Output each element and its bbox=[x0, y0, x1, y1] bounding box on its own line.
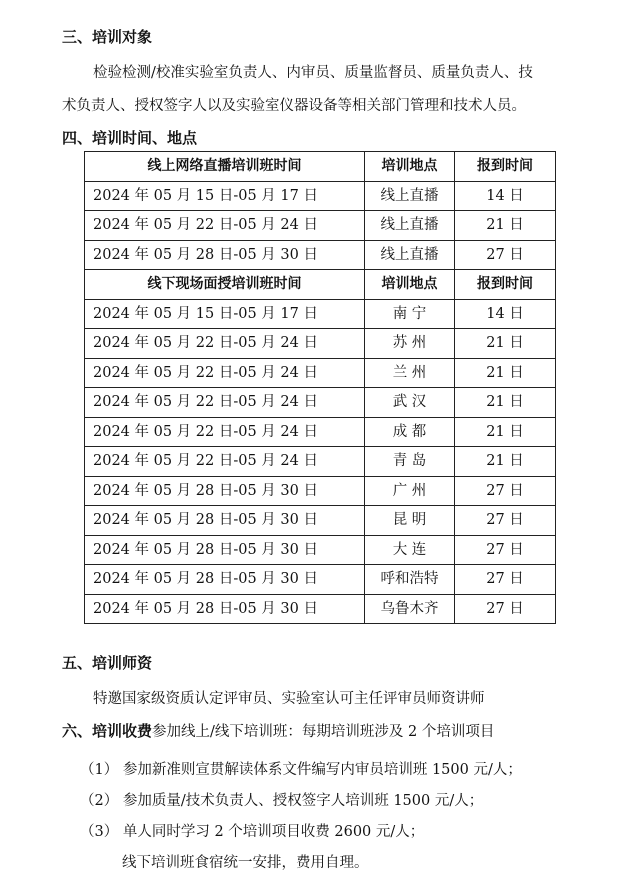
cell-3: 27 日 bbox=[455, 594, 556, 624]
offline-header-row bbox=[85, 270, 556, 300]
cell-2: 昆 明 bbox=[365, 506, 455, 536]
header-cell-1: 线下现场面授培训班时间 bbox=[85, 270, 365, 300]
cell-1: 2024 年 05 月 28 日-05 月 30 日 bbox=[85, 565, 365, 595]
cell-1: 2024 年 05 月 15 日-05 月 17 日 bbox=[85, 299, 365, 329]
fee-item-3: （3） 单人同时学习 2 个培训项目收费 2600 元/人； bbox=[80, 824, 425, 840]
cell-3: 27 日 bbox=[455, 240, 556, 270]
offline-row bbox=[85, 447, 556, 477]
online-header-row bbox=[85, 152, 556, 182]
cell-2: 呼和浩特 bbox=[365, 565, 455, 595]
cell-1: 2024 年 05 月 15 日-05 月 17 日 bbox=[85, 181, 365, 211]
cell-1: 2024 年 05 月 28 日-05 月 30 日 bbox=[85, 476, 365, 506]
cell-3: 21 日 bbox=[455, 211, 556, 241]
cell-3: 14 日 bbox=[455, 181, 556, 211]
offline-row bbox=[85, 388, 556, 418]
cell-1: 2024 年 05 月 22 日-05 月 24 日 bbox=[85, 329, 365, 359]
cell-2: 大 连 bbox=[365, 535, 455, 565]
cell-2: 苏 州 bbox=[365, 329, 455, 359]
cell-1: 2024 年 05 月 22 日-05 月 24 日 bbox=[85, 211, 365, 241]
cell-3: 21 日 bbox=[455, 417, 556, 447]
section-4-heading: 四、培训时间、地点 bbox=[62, 129, 198, 147]
cell-1: 2024 年 05 月 28 日-05 月 30 日 bbox=[85, 535, 365, 565]
offline-row bbox=[85, 506, 556, 536]
section-6-line bbox=[62, 720, 494, 741]
section-3-text-line2: 术负责人、授权签字人以及实验室仪器设备等相关部门管理和技术人员。 bbox=[62, 98, 526, 114]
cell-3: 27 日 bbox=[455, 506, 556, 536]
offline-row bbox=[85, 565, 556, 595]
cell-2: 线上直播 bbox=[365, 240, 455, 270]
header-cell-3: 报到时间 bbox=[455, 270, 556, 300]
cell-3: 21 日 bbox=[455, 358, 556, 388]
offline-row bbox=[85, 358, 556, 388]
cell-2: 南 宁 bbox=[365, 299, 455, 329]
section-6-heading: 六、培训收费 bbox=[62, 722, 153, 740]
cell-2: 广 州 bbox=[365, 476, 455, 506]
cell-3: 27 日 bbox=[455, 535, 556, 565]
header-cell-2: 培训地点 bbox=[365, 270, 455, 300]
cell-1: 2024 年 05 月 22 日-05 月 24 日 bbox=[85, 388, 365, 418]
offline-row bbox=[85, 594, 556, 624]
cell-2: 兰 州 bbox=[365, 358, 455, 388]
section-5-heading: 五、培训师资 bbox=[62, 654, 153, 672]
cell-2: 乌鲁木齐 bbox=[365, 594, 455, 624]
offline-row bbox=[85, 476, 556, 506]
cell-3: 14 日 bbox=[455, 299, 556, 329]
cell-1: 2024 年 05 月 22 日-05 月 24 日 bbox=[85, 447, 365, 477]
online-row bbox=[85, 211, 556, 241]
cell-1: 2024 年 05 月 28 日-05 月 30 日 bbox=[85, 594, 365, 624]
cell-2: 线上直播 bbox=[365, 211, 455, 241]
header-cell-2: 培训地点 bbox=[365, 152, 455, 182]
section-3-heading: 三、培训对象 bbox=[62, 28, 153, 46]
schedule-table bbox=[84, 151, 556, 624]
online-row bbox=[85, 181, 556, 211]
cell-3: 27 日 bbox=[455, 565, 556, 595]
cell-3: 21 日 bbox=[455, 388, 556, 418]
cell-1: 2024 年 05 月 28 日-05 月 30 日 bbox=[85, 506, 365, 536]
offline-row bbox=[85, 417, 556, 447]
cell-1: 2024 年 05 月 28 日-05 月 30 日 bbox=[85, 240, 365, 270]
online-row bbox=[85, 240, 556, 270]
header-cell-3: 报到时间 bbox=[455, 152, 556, 182]
cell-2: 武 汉 bbox=[365, 388, 455, 418]
cell-3: 27 日 bbox=[455, 476, 556, 506]
section-6-intro: 参加线上/线下培训班：每期培训班涉及 2 个培训项目 bbox=[152, 724, 495, 740]
header-cell-1: 线上网络直播培训班时间 bbox=[85, 152, 365, 182]
section-5-text: 特邀国家级资质认定评审员、实验室认可主任评审员师资讲师 bbox=[93, 691, 485, 707]
cell-3: 21 日 bbox=[455, 329, 556, 359]
fee-note: 线下培训班食宿统一安排，费用自理。 bbox=[122, 855, 369, 871]
fee-item-2: （2） 参加质量/技术负责人、授权签字人培训班 1500 元/人； bbox=[80, 793, 484, 809]
cell-1: 2024 年 05 月 22 日-05 月 24 日 bbox=[85, 417, 365, 447]
cell-2: 成 都 bbox=[365, 417, 455, 447]
offline-row bbox=[85, 329, 556, 359]
fee-item-1: （1） 参加新准则宣贯解读体系文件编写内审员培训班 1500 元/人； bbox=[80, 762, 522, 778]
cell-2: 青 岛 bbox=[365, 447, 455, 477]
offline-row bbox=[85, 535, 556, 565]
cell-1: 2024 年 05 月 22 日-05 月 24 日 bbox=[85, 358, 365, 388]
section-3-text-line1: 检验检测/校准实验室负责人、内审员、质量监督员、质量负责人、技 bbox=[93, 65, 533, 81]
cell-3: 21 日 bbox=[455, 447, 556, 477]
cell-2: 线上直播 bbox=[365, 181, 455, 211]
offline-row bbox=[85, 299, 556, 329]
